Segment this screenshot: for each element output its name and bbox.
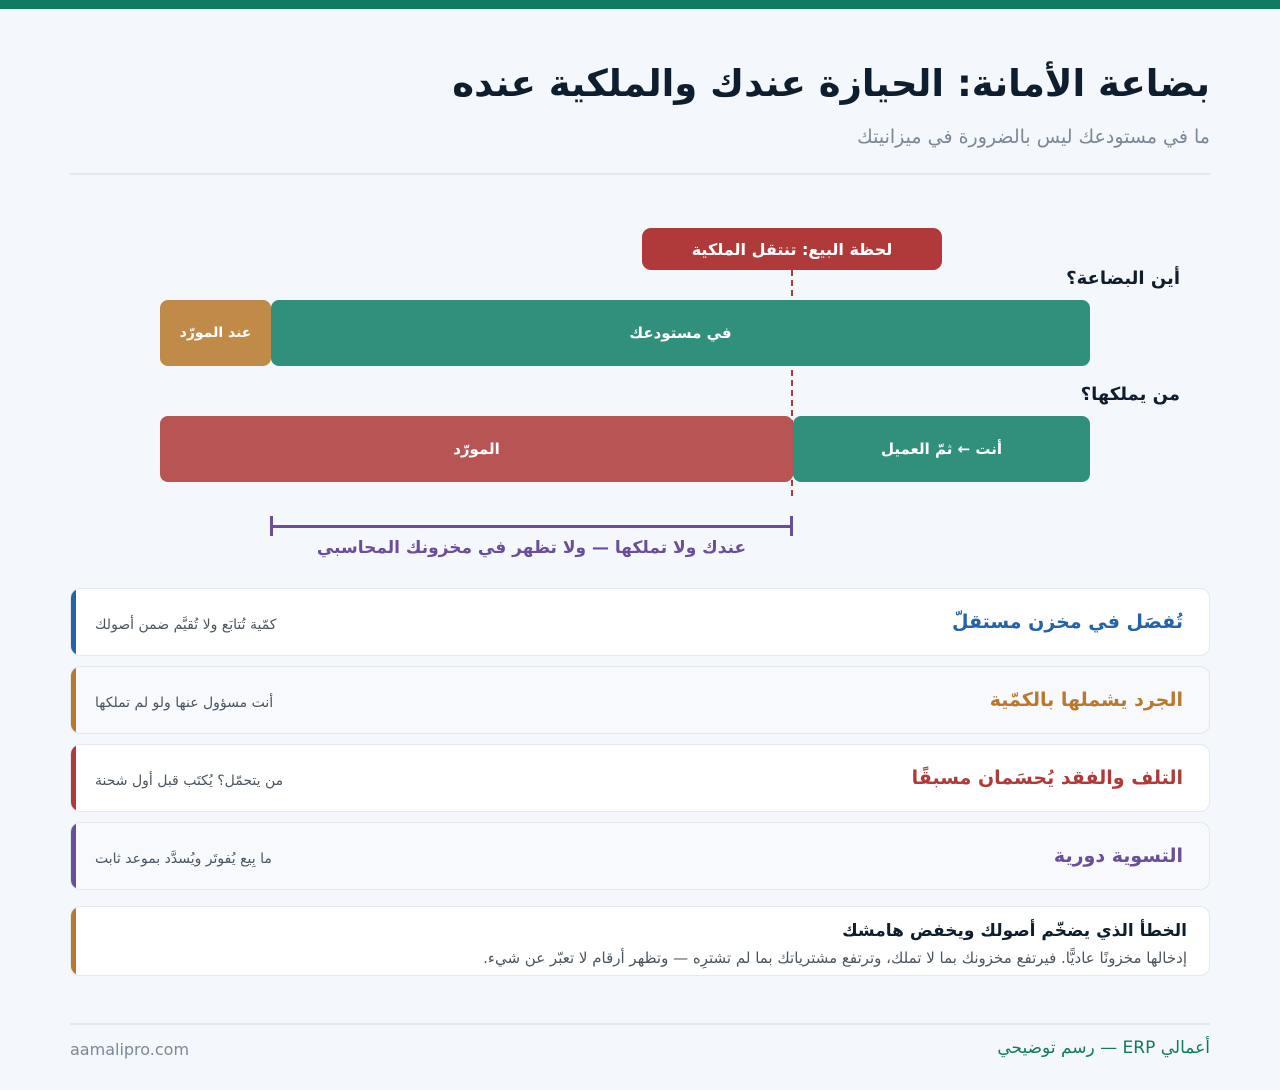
footer-site-link[interactable]: aamalipro.com — [70, 1040, 190, 1059]
card-title: الجرد يشملها بالكمّية — [989, 689, 1183, 711]
card-title: التسوية دورية — [1053, 845, 1183, 867]
location-question: أين البضاعة؟ — [1066, 268, 1180, 289]
ownership-segment-supplier: المورّد — [160, 416, 793, 482]
card-title: تُفصَل في مخزن مستقلّ — [952, 611, 1183, 633]
gap-bracket-line — [271, 525, 792, 528]
ownership-question: من يملكها؟ — [1080, 384, 1180, 405]
ownership-segment-you-then-customer: أنت ← ثمّ العميل — [793, 416, 1090, 482]
location-segment-warehouse: في مستودعك — [271, 300, 1090, 366]
rule-card-damage-loss — [70, 744, 1210, 812]
page-title: بضاعة الأمانة: الحيازة عندك والملكية عنده — [452, 62, 1210, 105]
card-accent — [71, 667, 76, 733]
rule-card-stocktake — [70, 666, 1210, 734]
rule-card-settlement — [70, 822, 1210, 890]
card-accent — [71, 745, 76, 811]
card-accent — [71, 907, 76, 975]
top-accent-bar — [0, 0, 1280, 9]
card-description: أنت مسؤول عنها ولو لم تملكها — [95, 695, 274, 711]
gap-bracket-label: عندك ولا تملكها — ولا تظهر في مخزونك المحاسبي — [316, 538, 747, 558]
warning-card — [70, 906, 1210, 976]
gap-bracket-right-tick — [790, 516, 793, 536]
rule-card-separate-store — [70, 588, 1210, 656]
warning-description: إدخالها مخزونًا عاديًّا. فيرتفع مخزونك بما لا تملك، وترتفع مشترياتك بما لم تشترِه — وتظهر أرقام لا تعبّر عن شيء. — [483, 949, 1187, 967]
page-header — [70, 58, 1210, 150]
sale-moment-label: لحظة البيع: تنتقل الملكية — [642, 228, 942, 270]
card-accent — [71, 589, 76, 655]
header-divider — [70, 173, 1210, 175]
page-subtitle: ما في مستودعك ليس بالضرورة في ميزانيتك — [857, 126, 1210, 148]
warning-title: الخطأ الذي يضخّم أصولك ويخفض هامشك — [842, 921, 1187, 941]
card-description: كمّية تُتابَع ولا تُقيَّم ضمن أصولك — [95, 617, 277, 633]
footer-divider — [70, 1023, 1210, 1025]
card-title: التلف والفقد يُحسَمان مسبقًا — [911, 767, 1183, 789]
card-accent — [71, 823, 76, 889]
card-description: من يتحمّل؟ يُكتَب قبل أول شحنة — [95, 773, 284, 789]
card-description: ما بِيع يُفوتَر ويُسدَّد بموعد ثابت — [95, 851, 272, 867]
footer-brand: أعمالي ERP — رسم توضيحي — [997, 1038, 1210, 1058]
location-segment-supplier: عند المورّد — [160, 300, 271, 366]
